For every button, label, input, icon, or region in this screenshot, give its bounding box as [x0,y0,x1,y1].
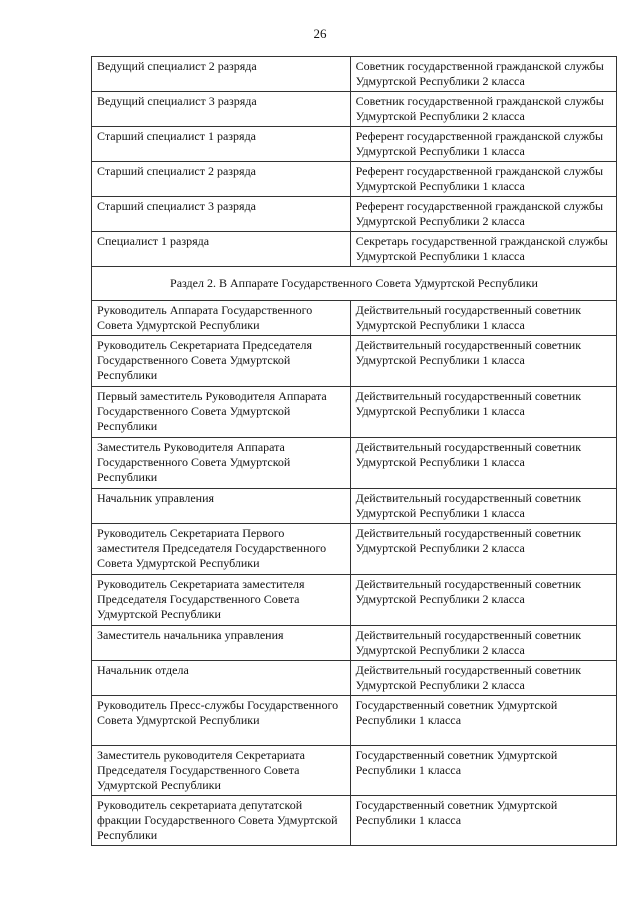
position-cell: Заместитель Руководителя Аппарата Государственного Совета Удмуртской Республики [92,438,351,489]
rank-cell: Действительный государственный советник Удмуртской Республики 1 класса [350,301,616,336]
rank-cell: Действительный государственный советник Удмуртской Республики 1 класса [350,387,616,438]
table-row [92,626,617,661]
rank-cell: Государственный советник Удмуртской Республики 1 класса [350,696,616,746]
rank-cell: Секретарь государственной гражданской службы Удмуртской Республики 1 класса [350,232,616,267]
rank-cell: Референт государственной гражданской службы Удмуртской Республики 1 класса [350,162,616,197]
rank-cell: Действительный государственный советник Удмуртской Республики 2 класса [350,575,616,626]
rank-cell: Государственный советник Удмуртской Республики 1 класса [350,746,616,796]
table-row [92,336,617,387]
position-cell: Руководитель Аппарата Государственного Совета Удмуртской Республики [92,301,351,336]
position-cell: Старший специалист 3 разряда [92,197,351,232]
rank-cell: Действительный государственный советник Удмуртской Республики 1 класса [350,438,616,489]
section-header-row [92,267,617,301]
table-row [92,661,617,696]
table-row [92,575,617,626]
position-cell: Старший специалист 1 разряда [92,127,351,162]
position-cell: Руководитель Секретариата заместителя Председателя Государственного Совета Удмуртской Республики [92,575,351,626]
position-cell: Старший специалист 2 разряда [92,162,351,197]
position-cell: Начальник управления [92,489,351,524]
rank-cell: Советник государственной гражданской службы Удмуртской Республики 2 класса [350,92,616,127]
table-row [92,127,617,162]
table-row [92,301,617,336]
rank-cell: Референт государственной гражданской службы Удмуртской Республики 2 класса [350,197,616,232]
rank-cell: Действительный государственный советник Удмуртской Республики 2 класса [350,524,616,575]
position-cell: Руководитель Пресс-службы Государственного Совета Удмуртской Республики [92,696,351,746]
position-cell: Заместитель руководителя Секретариата Председателя Государственного Совета Удмуртской Республики [92,746,351,796]
rank-cell: Действительный государственный советник Удмуртской Республики 2 класса [350,626,616,661]
page-number: 26 [313,26,327,41]
table-row [92,489,617,524]
rank-cell: Действительный государственный советник Удмуртской Республики 1 класса [350,336,616,387]
table-row [92,746,617,796]
table-row [92,696,617,746]
table-row [92,387,617,438]
position-cell: Руководитель Секретариата Первого заместителя Председателя Государственного Совета Удмуртской Республики [92,524,351,575]
position-cell: Заместитель начальника управления [92,626,351,661]
table-row [92,232,617,267]
table-row [92,92,617,127]
rank-cell: Действительный государственный советник Удмуртской Республики 1 класса [350,489,616,524]
positions-table [91,56,617,846]
rank-cell: Государственный советник Удмуртской Республики 1 класса [350,796,616,846]
table-row [92,524,617,575]
position-cell: Начальник отдела [92,661,351,696]
table-row [92,796,617,846]
section-title: Раздел 2. В Аппарате Государственного Совета Удмуртской Республики [92,267,617,301]
rank-cell: Действительный государственный советник Удмуртской Республики 2 класса [350,661,616,696]
rank-cell: Советник государственной гражданской службы Удмуртской Республики 2 класса [350,57,616,92]
position-cell: Руководитель секретариата депутатской фракции Государственного Совета Удмуртской Республики [92,796,351,846]
rank-cell: Референт государственной гражданской службы Удмуртской Республики 1 класса [350,127,616,162]
position-cell: Первый заместитель Руководителя Аппарата Государственного Совета Удмуртской Республики [92,387,351,438]
position-cell: Ведущий специалист 2 разряда [92,57,351,92]
table-row [92,197,617,232]
table-row [92,438,617,489]
position-cell: Ведущий специалист 3 разряда [92,92,351,127]
position-cell: Руководитель Секретариата Председателя Государственного Совета Удмуртской Республики [92,336,351,387]
position-cell: Специалист 1 разряда [92,232,351,267]
table-row [92,162,617,197]
table-row [92,57,617,92]
